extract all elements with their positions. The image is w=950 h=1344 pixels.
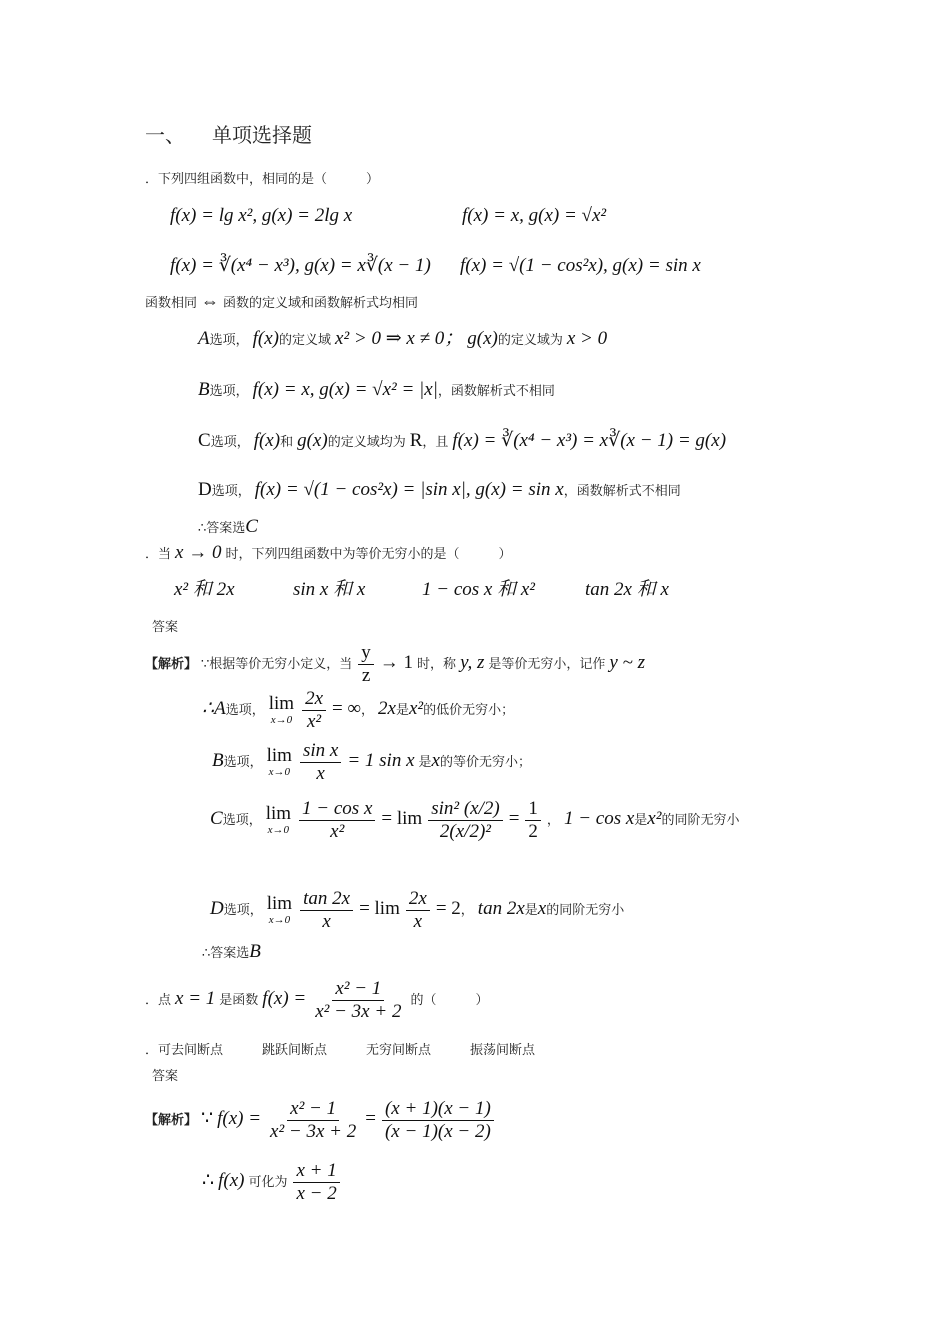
q2-analysis-b [212,740,531,785]
q2-analysis-c [210,798,739,843]
q2-analysis-a [202,688,514,733]
frac-den: x² − 3x + 2 [315,1000,402,1022]
math-equivalence: y ~ z [609,652,645,674]
math-term: 1 − cos x [563,808,635,830]
math-yz: y, z [460,652,485,674]
label-text: ， [361,703,375,719]
lim-text: lim [268,693,295,715]
q2-option-c: 1 − cos x 和 x² [422,579,535,600]
math-r: R [409,430,423,451]
label-text: ， [460,903,474,919]
analysis-text: ∵根据等价无穷小定义，当 [201,657,353,673]
q1-analysis-b [198,380,555,399]
q3-options: ．可去间断点 跳跃间断点 无穷间断点 振荡间断点 [145,1043,536,1058]
math-fx: f(x) [253,430,281,451]
function-fraction [267,1098,359,1143]
frac-num: tan 2x [300,888,353,911]
factored-fraction [382,1098,494,1143]
stem-post: 的（ ） [410,993,489,1009]
math-equals: = 1 sin x [347,750,415,772]
frac-num: x + 1 [293,1160,339,1183]
frac-den: 2(x/2)² [439,820,491,842]
label-text: 的定义域 [279,333,332,348]
stem-mid: 是函数 [219,993,259,1009]
label-text: 可化为 [248,1175,288,1191]
section-title: 单项选择题 [212,123,312,147]
lim-subscript: x→0 [268,914,291,927]
lim-text: lim [266,745,292,767]
analysis-text: 时，称 [417,657,457,673]
q1-option-d: f(x) = √(1 − cos²x), g(x) = sin x [460,255,701,276]
rule-right: 函数的定义域和函数解析式均相同 [223,296,419,311]
math-equals: = [365,1108,376,1130]
q1-option-b: f(x) = x, g(x) = √x² [462,205,607,226]
label-text: 的等价无穷小； [439,755,531,771]
math-equals: = 2 [435,898,461,920]
q1-analysis-d [198,480,681,499]
limit-fraction [300,888,353,933]
rule-left: 函数相同 [145,296,198,311]
q2-stem [145,543,511,562]
limit-fraction [302,688,326,733]
option-letter: D [198,479,212,500]
option-letter: B [198,379,210,400]
half-angle-fraction [428,798,503,843]
frac-num: y [358,642,374,665]
math-equals: = lim [381,808,423,830]
q3-answer-label: 答案 [152,1069,179,1084]
frac-num: 1 [525,798,541,821]
q2-option-a: x² 和 2x [174,579,235,600]
label-text: 是 [524,903,538,919]
math-fx: f(x) [252,328,279,349]
label-text: 是 [634,813,648,829]
q1-stem: ．下列四组函数中，相同的是（ ） [145,172,380,187]
limit-fraction [299,798,375,843]
label-text: 选项， [210,435,250,450]
label-text: 是 [418,755,432,771]
label-text: 选项， [209,333,249,348]
q2-analysis-d [210,888,624,933]
math-fx: f(x) [218,1170,245,1192]
stem-post: 时，下列四组函数中为等价无穷小的是（ ） [225,547,512,562]
label-text: 选项， [223,755,263,771]
frac-den: x [413,910,423,932]
math-term: x² [408,698,424,720]
label-text: 选项， [223,903,263,919]
frac-num: sin² (x/2) [428,798,503,821]
math-expr: f(x) = x, g(x) = √x² = |x| [252,379,438,400]
option-letter: C [198,430,211,451]
label-text: 的定义域均为 [327,435,406,450]
frac-den: z [361,664,371,686]
label-text: ，且 [422,435,449,450]
q3-conclusion [202,1160,342,1205]
q2-option-d: tan 2x 和 x [585,579,669,600]
math-equals: = ∞ [332,698,362,720]
option-letter: C [210,808,223,830]
one-half-fraction [525,798,541,843]
label-text: 选项， [211,484,251,499]
frac-num: sin x [300,740,341,763]
label-text: 选项， [225,703,265,719]
because-symbol: ∵ [201,1108,214,1130]
function-fraction [312,978,404,1023]
option-letter: ∴A [202,698,226,720]
iff-symbol: ⇔ [201,291,220,311]
limit-operator [269,694,294,726]
answer-value: B [249,941,261,962]
label-text: 的同阶无穷小 [661,813,740,829]
limit-operator [267,894,292,926]
math-expr: f(x) = √(1 − cos²x) = |sin x|, g(x) = sin x [254,479,564,500]
math-gx: g(x) [467,328,498,349]
label-text: ，函数解析式不相同 [437,384,555,399]
frac-num: 2x [406,888,430,911]
frac-num: x² − 1 [287,1098,339,1121]
q3-analysis [145,1098,496,1143]
frac-den: 2 [528,820,538,842]
limit-operator [267,746,292,778]
stem-pre: ．点 [145,993,172,1009]
label-text: ， [546,813,560,829]
q2-answer [202,942,261,961]
q2-answer-label: 答案 [152,620,179,635]
math-term: 2x [378,698,396,720]
frac-den: x² [306,710,322,732]
therefore-symbol: ∴ [202,1170,215,1192]
label-text: 的低价无穷小； [423,703,515,719]
label-text: 选项， [222,813,262,829]
section-number: 一、 [145,123,185,147]
lim-subscript: x→0 [270,714,293,727]
lim-text: lim [265,803,292,825]
fraction-y-over-z [358,642,374,687]
label-text: 是 [395,703,409,719]
q3-stem [145,978,488,1023]
simplified-fraction [293,1160,339,1205]
stem-math: x → 0 [175,542,222,563]
q2-option-b: sin x 和 x [293,579,366,600]
math-fx: f(x) = [217,1108,262,1130]
math-equals: = [508,808,520,830]
stem-pre: ．当 [145,547,172,562]
frac-num: 2x [302,688,326,711]
math-domain: x > 0 [566,328,608,349]
q1-rule [145,292,418,311]
frac-den: x² [330,820,345,842]
q1-analysis-a [198,329,607,348]
frac-num: (x + 1)(x − 1) [382,1098,494,1121]
answer-value: C [245,516,258,537]
analysis-tag: 【解析】 [145,1113,198,1129]
lim-subscript: x→0 [268,766,290,779]
label-text: 和 [280,435,294,450]
limit-operator [266,804,291,836]
math-fx: f(x) = [262,988,307,1010]
frac-den: x² − 3x + 2 [270,1120,357,1142]
limit-fraction [406,888,430,933]
lim-text: lim [266,893,293,915]
label-text: 的定义域为 [497,333,563,348]
label-text: 的同阶无穷小 [546,903,625,919]
frac-num: 1 − cos x [299,798,375,821]
math-gx: g(x) [297,430,328,451]
frac-den: x [322,910,331,932]
math-term: tan 2x [477,898,525,920]
answer-prefix: ∴答案选 [202,946,250,961]
frac-den: (x − 1)(x − 2) [384,1120,491,1142]
q1-option-c: f(x) = ∛(x⁴ − x³), g(x) = x∛(x − 1) [170,255,431,276]
q2-analysis-intro [145,642,645,687]
q1-analysis-c [198,431,726,450]
limit-fraction [300,740,341,785]
answer-prefix: ∴答案选 [198,521,246,536]
analysis-text: 是等价无穷小，记作 [488,657,606,673]
frac-den: x [316,762,325,784]
math-term: x [431,750,440,772]
lim-subscript: x→0 [267,824,290,837]
q1-answer [198,517,258,536]
frac-num: x² − 1 [332,978,384,1001]
math-term: x [537,898,547,920]
math-equals: = lim [359,898,400,920]
math-term: x² [647,808,662,830]
option-letter: A [198,328,210,349]
stem-math: x = 1 [175,988,216,1010]
label-text: 选项， [209,384,249,399]
label-text: ，函数解析式不相同 [563,484,681,499]
math-domain: x² > 0 ⇒ x ≠ 0； [335,328,464,349]
limit-tail: → 1 [379,652,414,674]
analysis-tag: 【解析】 [145,657,198,673]
math-expr: f(x) = ∛(x⁴ − x³) = x∛(x − 1) = g(x) [452,430,727,451]
option-letter: D [210,898,224,920]
q1-option-a: f(x) = lg x², g(x) = 2lg x [170,205,353,226]
frac-den: x − 2 [296,1182,337,1204]
option-letter: B [212,750,224,772]
